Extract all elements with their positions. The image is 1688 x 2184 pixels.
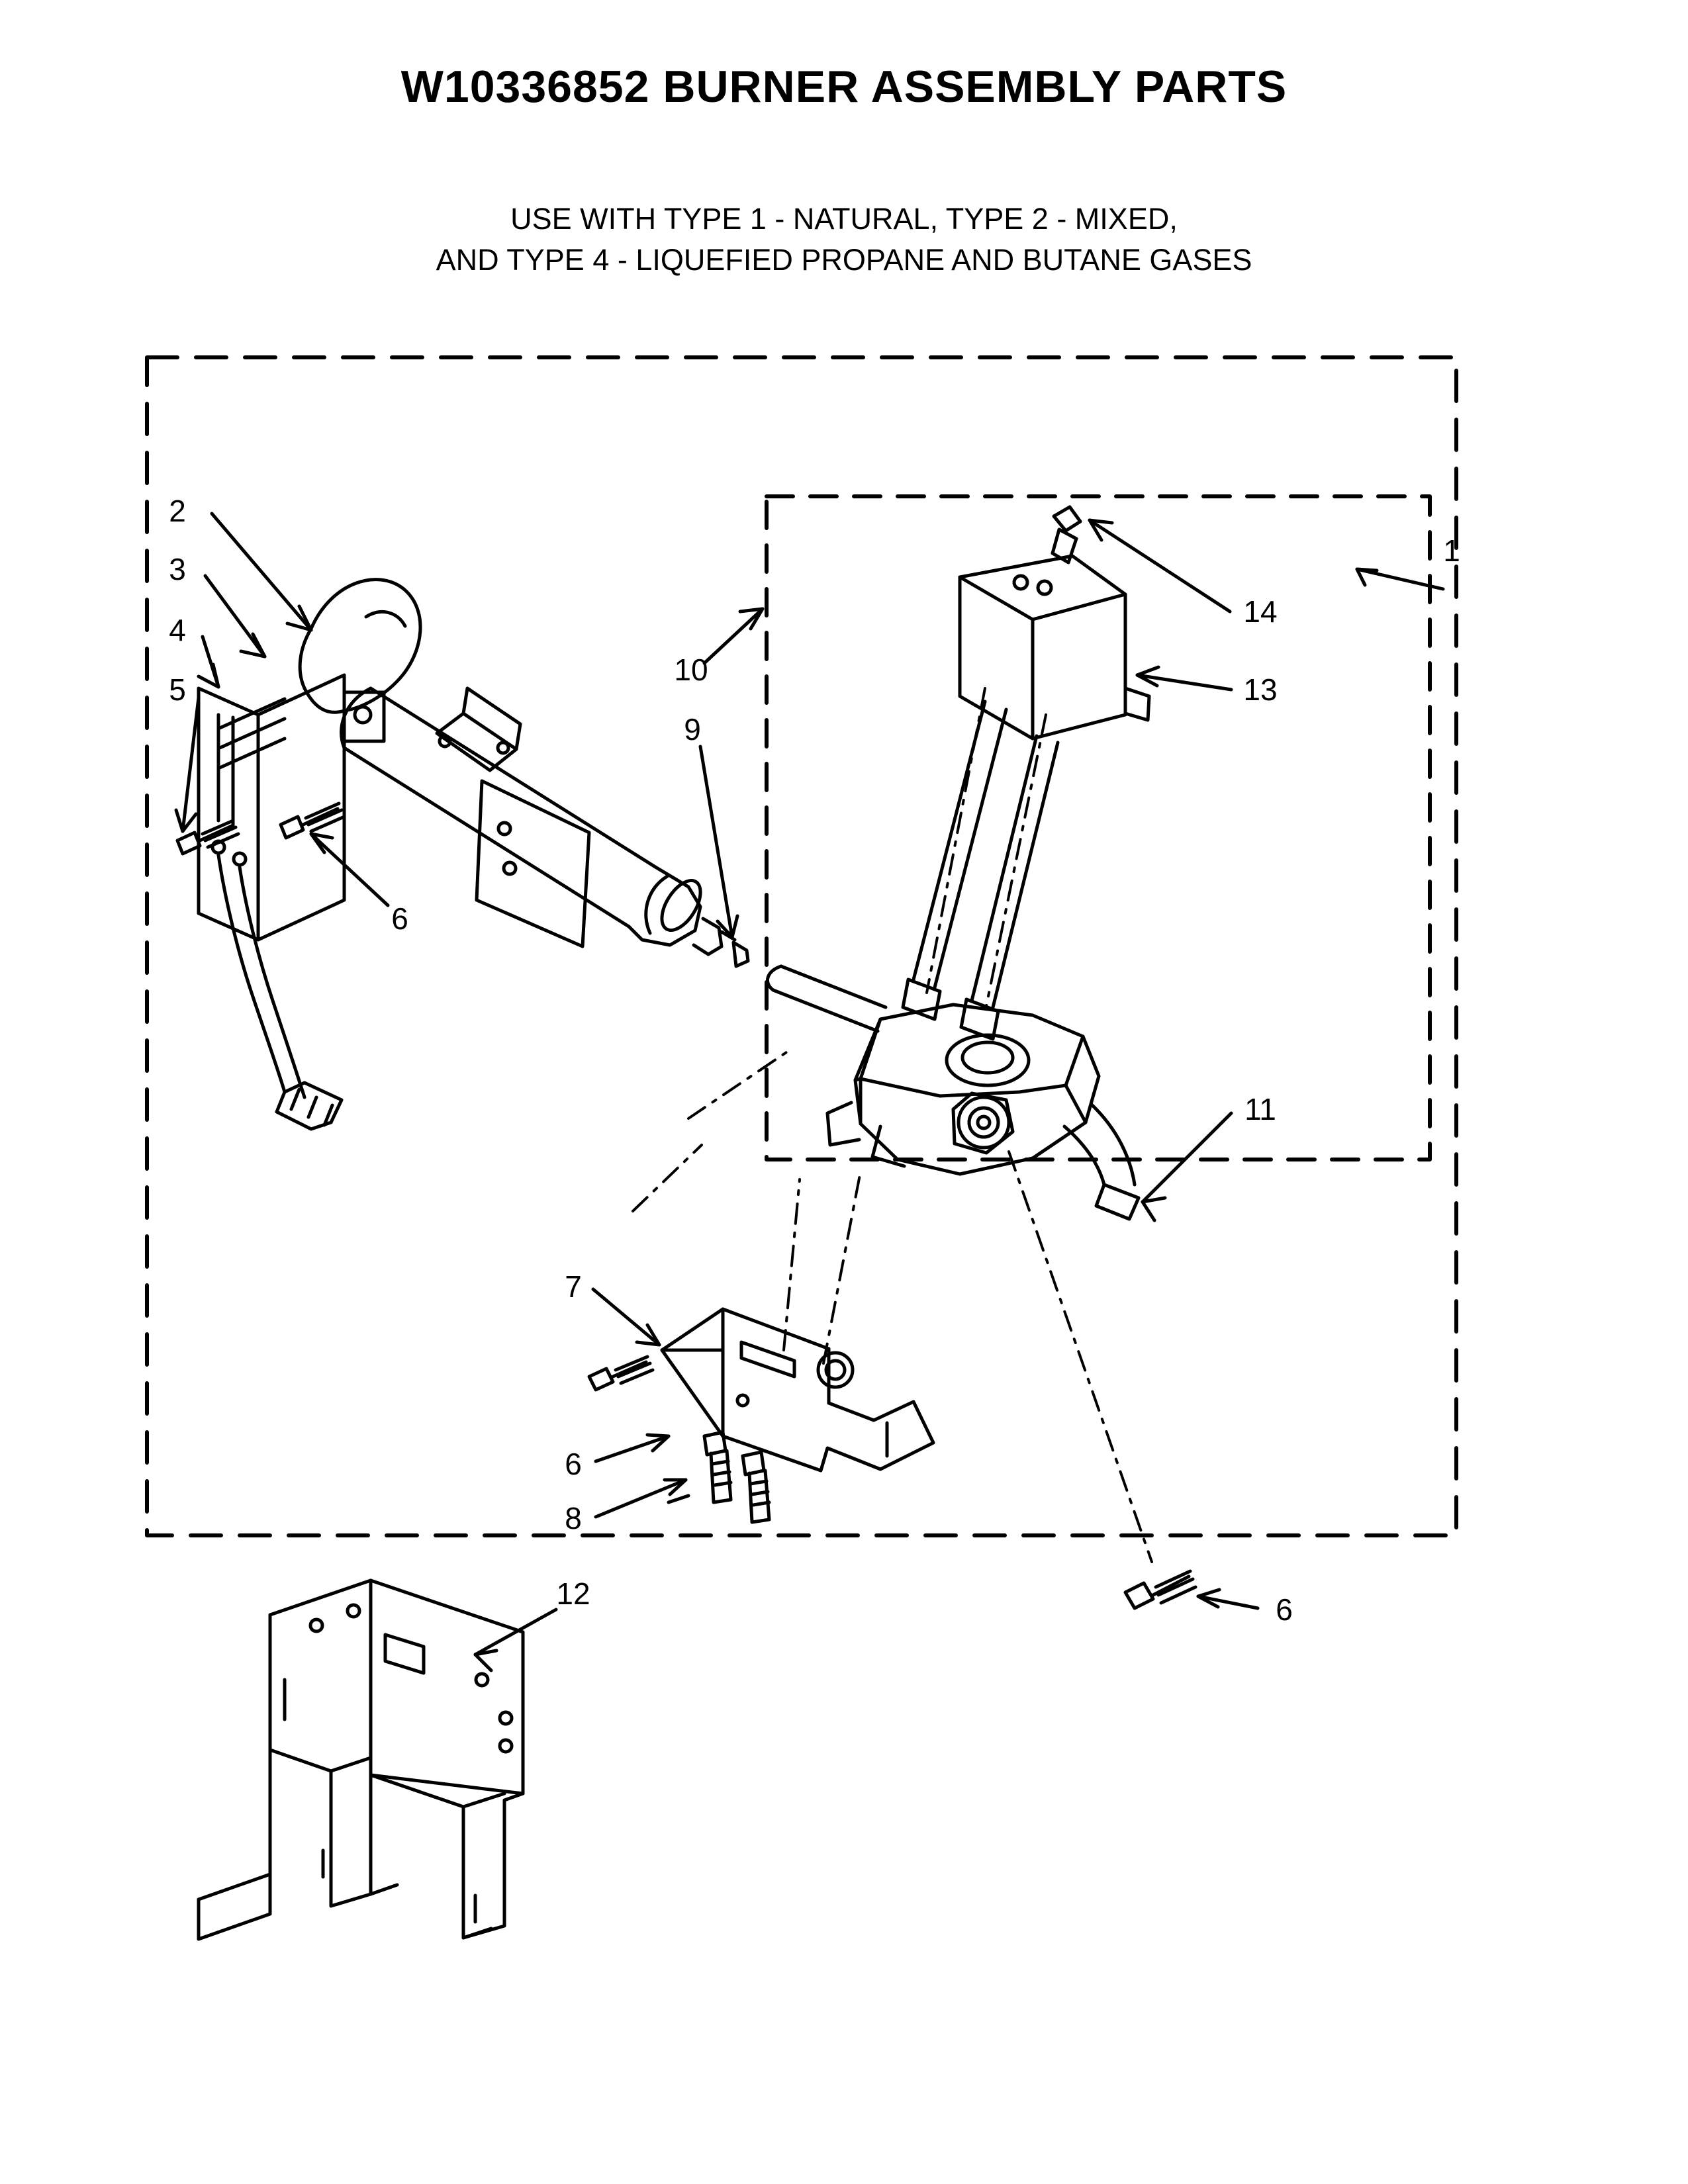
callout-12: 12 <box>556 1576 590 1611</box>
callout-5: 5 <box>169 672 186 707</box>
callout-3: 3 <box>169 552 186 586</box>
callout-11: 11 <box>1244 1092 1276 1126</box>
callout-14: 14 <box>1243 594 1278 629</box>
assembly-center-lines <box>633 688 1152 1562</box>
subtitle-line-1: USE WITH TYPE 1 - NATURAL, TYPE 2 - MIXED, <box>510 202 1178 236</box>
callout-6-support: 6 <box>565 1447 582 1481</box>
callout-8: 8 <box>565 1501 582 1535</box>
callout-4: 4 <box>169 613 186 647</box>
callout-1: 1 <box>1443 533 1460 568</box>
page-title: W10336852 BURNER ASSEMBLY PARTS <box>400 62 1288 112</box>
subtitle-line-2: AND TYPE 4 - LIQUEFIED PROPANE AND BUTANE GASES <box>436 243 1252 277</box>
callout-13: 13 <box>1243 672 1278 707</box>
burner-assembly-drawing <box>0 318 1688 2171</box>
page-subtitle <box>0 199 1688 281</box>
part-valve-tubes <box>903 702 1058 1039</box>
callout-7: 7 <box>565 1269 582 1304</box>
callout-9: 9 <box>684 712 701 747</box>
part-screw-support <box>589 1357 653 1390</box>
callout-10: 10 <box>674 653 708 687</box>
part-gas-valve <box>767 966 1139 1219</box>
callout-6-lower-right: 6 <box>1276 1592 1293 1627</box>
part-screw-coil <box>1053 507 1080 563</box>
part-support-bracket <box>662 1309 933 1471</box>
part-burner-bracket <box>199 675 384 1129</box>
outer-dashed-boundary <box>147 357 1456 1535</box>
part-screw-lower-right <box>1125 1571 1196 1608</box>
callout-labels <box>169 494 1460 1627</box>
callout-6-bracket: 6 <box>391 901 408 936</box>
part-burner-shield <box>199 1580 523 1939</box>
part-coil-housing <box>960 556 1149 739</box>
diagram-canvas <box>0 318 1688 2171</box>
part-orifice <box>733 942 748 966</box>
part-screws-mount <box>704 1432 769 1522</box>
callout-2: 2 <box>169 494 186 528</box>
